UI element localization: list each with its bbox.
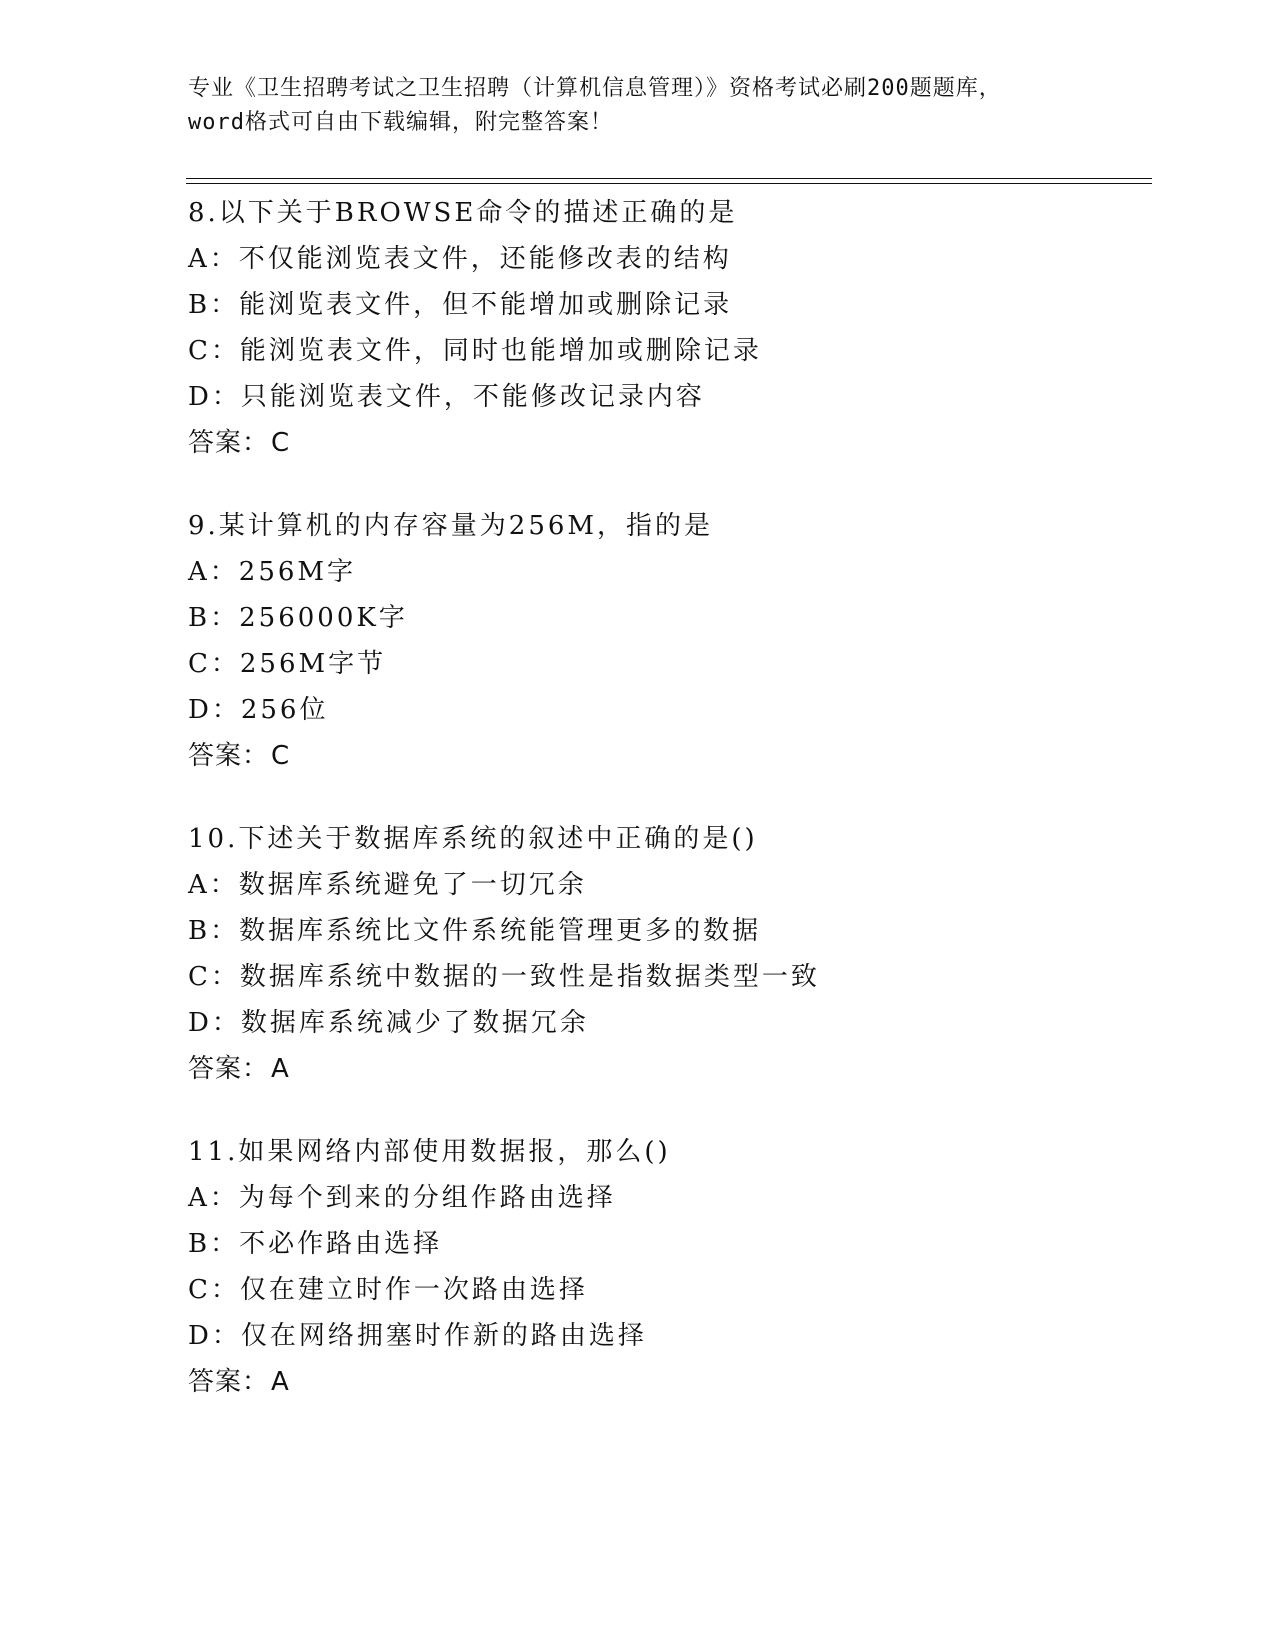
question-9 (188, 503, 1148, 779)
question-text: 9.某计算机的内存容量为256M，指的是 (188, 511, 714, 541)
header-line-2: word格式可自由下载编辑，附完整答案！ (188, 110, 613, 135)
header-divider-top (186, 178, 1152, 179)
option-c: C：仅在建立时作一次路由选择 (188, 1275, 588, 1305)
question-list (188, 190, 1148, 1442)
option-d: D：仅在网络拥塞时作新的路由选择 (188, 1321, 647, 1351)
question-8 (188, 190, 1148, 466)
option-b: B：256000K字 (188, 603, 408, 633)
option-b: B：不必作路由选择 (188, 1229, 443, 1259)
option-d: D：只能浏览表文件，不能修改记录内容 (188, 382, 705, 412)
answer-line (188, 733, 1148, 779)
option-c: C：数据库系统中数据的一致性是指数据类型一致 (188, 962, 820, 992)
header-line-1: 专业《卫生招聘考试之卫生招聘（计算机信息管理）》资格考试必刷200题题库， (188, 76, 1002, 101)
question-10 (188, 816, 1148, 1092)
option-c: C：能浏览表文件，同时也能增加或删除记录 (188, 336, 762, 366)
option-d: D：数据库系统减少了数据冗余 (188, 1008, 589, 1038)
option-b: B：能浏览表文件，但不能增加或删除记录 (188, 290, 733, 320)
document-header (188, 72, 1148, 140)
option-a: A：256M字 (188, 557, 357, 587)
answer-label: 答案： (188, 428, 270, 458)
answer-value: C (271, 741, 291, 771)
question-text: 11.如果网络内部使用数据报，那么() (188, 1137, 671, 1167)
question-text: 8.以下关于BROWSE命令的描述正确的是 (188, 198, 738, 228)
answer-line (188, 1359, 1148, 1405)
answer-line (188, 1046, 1148, 1092)
answer-value: A (271, 1054, 290, 1084)
option-c: C：256M字节 (188, 649, 387, 679)
answer-label: 答案： (188, 741, 270, 771)
answer-value: C (271, 428, 291, 458)
question-text: 10.下述关于数据库系统的叙述中正确的是() (188, 824, 758, 854)
option-a: A：不仅能浏览表文件，还能修改表的结构 (188, 244, 732, 274)
answer-line (188, 420, 1148, 466)
option-d: D：256位 (188, 695, 329, 725)
answer-value: A (271, 1367, 290, 1397)
question-11 (188, 1129, 1148, 1405)
answer-label: 答案： (188, 1367, 270, 1397)
header-divider-bottom (186, 183, 1152, 184)
option-a: A：为每个到来的分组作路由选择 (188, 1183, 616, 1213)
answer-label: 答案： (188, 1054, 270, 1084)
option-b: B：数据库系统比文件系统能管理更多的数据 (188, 916, 762, 946)
option-a: A：数据库系统避免了一切冗余 (188, 870, 587, 900)
